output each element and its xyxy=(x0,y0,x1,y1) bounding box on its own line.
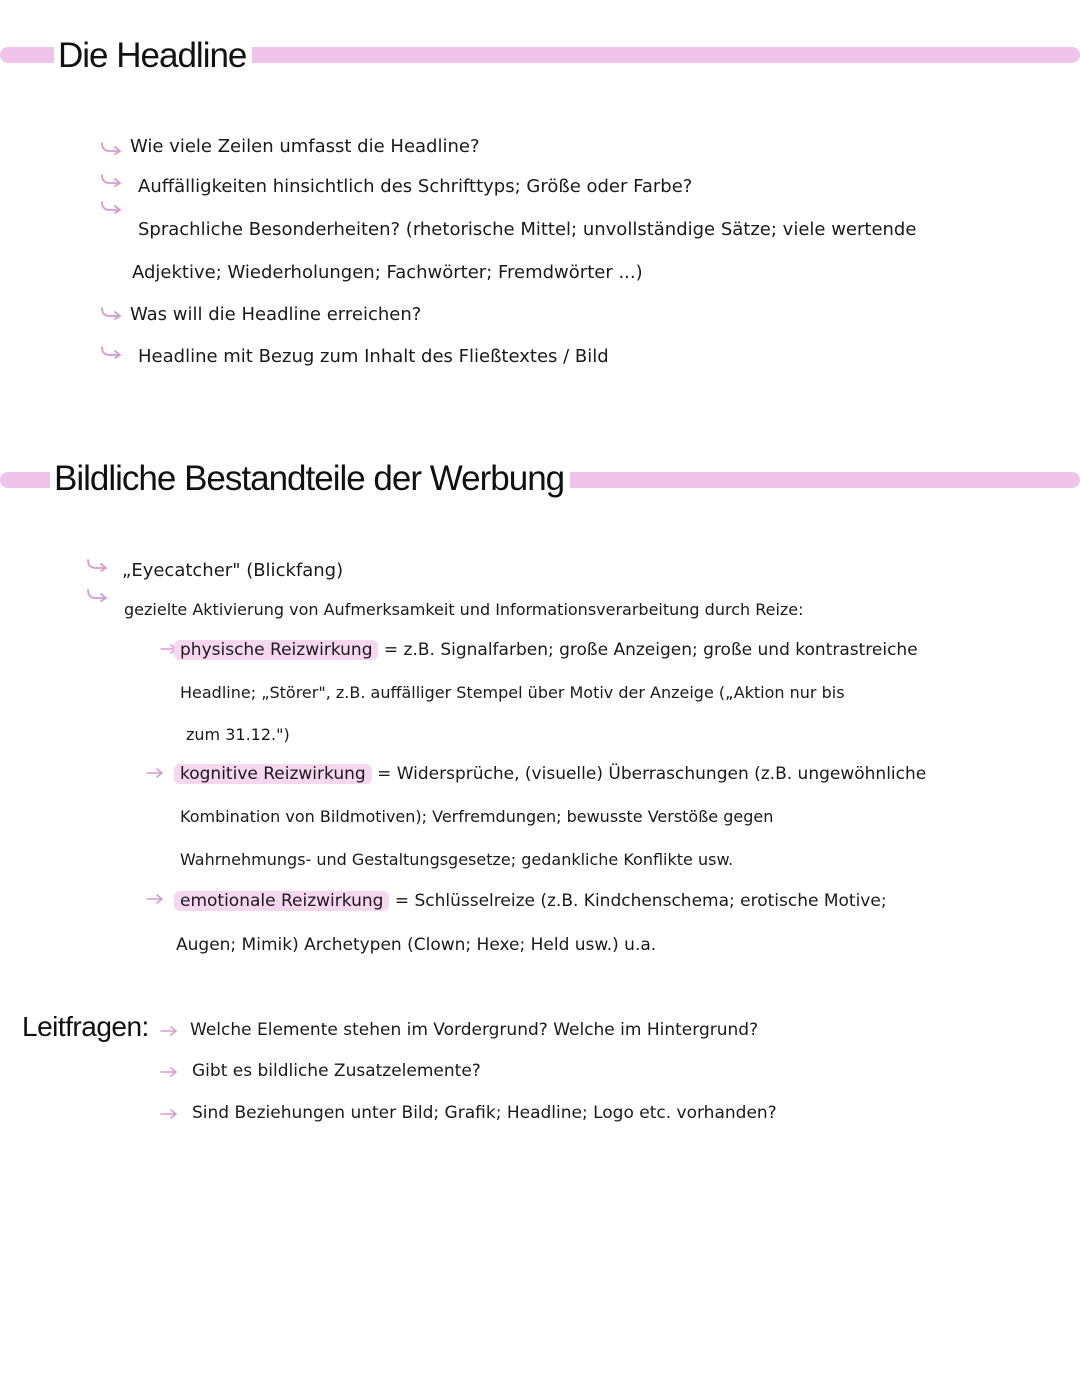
physical-stimulus-line-1 xyxy=(180,640,918,660)
arrow-right-icon xyxy=(160,1109,178,1119)
headline-question-3-cont: Adjektive; Wiederholungen; Fachwörter; Fremdwörter ...) xyxy=(132,262,643,283)
leitfrage-3: Sind Beziehungen unter Bild; Grafik; Headline; Logo etc. vorhanden? xyxy=(192,1103,777,1123)
section-title-bildliche: Bildliche Bestandteile der Werbung xyxy=(50,461,570,496)
leitfragen-label: Leitfragen: xyxy=(22,1011,149,1042)
headline-question-1: Wie viele Zeilen umfasst die Headline? xyxy=(130,136,480,157)
arrow-right-icon xyxy=(146,894,164,904)
leitfrage-2: Gibt es bildliche Zusatzelemente? xyxy=(192,1061,481,1081)
hook-arrow-icon xyxy=(86,588,108,602)
hook-arrow-icon xyxy=(86,558,108,572)
physical-stimulus-label: physische Reizwirkung xyxy=(174,640,378,660)
aktivierung-line: gezielte Aktivierung von Aufmerksamkeit und Informationsverarbeitung durch Reize: xyxy=(124,600,804,619)
arrow-right-icon xyxy=(146,768,164,778)
hook-arrow-icon xyxy=(100,173,122,187)
cognitive-stimulus-text: = Widersprüche, (visuelle) Überraschungen (z.B. ungewöhnliche xyxy=(377,764,927,784)
headline-question-2: Auffälligkeiten hinsichtlich des Schrifttyps; Größe oder Farbe? xyxy=(138,176,693,197)
cognitive-stimulus-line-1 xyxy=(180,764,926,784)
hook-arrow-icon xyxy=(100,200,122,214)
emotional-stimulus-line-1 xyxy=(180,891,887,911)
hook-arrow-icon xyxy=(100,306,122,320)
cognitive-stimulus-line-2: Kombination von Bildmotiven); Verfremdungen; bewusste Verstöße gegen xyxy=(180,807,774,826)
headline-question-3: Sprachliche Besonderheiten? (rhetorische Mittel; unvollständige Sätze; viele wertende xyxy=(138,219,917,240)
headline-question-5: Headline mit Bezug zum Inhalt des Fließtextes / Bild xyxy=(138,346,609,367)
physical-stimulus-text: = z.B. Signalfarben; große Anzeigen; große und kontrastreiche xyxy=(383,640,918,660)
leitfrage-1: Welche Elemente stehen im Vordergrund? Welche im Hintergrund? xyxy=(190,1020,759,1040)
hook-arrow-icon xyxy=(100,141,122,155)
emotional-stimulus-text: = Schlüsselreize (z.B. Kindchenschema; erotische Motive; xyxy=(394,891,887,911)
arrow-right-icon xyxy=(160,1026,178,1036)
section-title-headline: Die Headline xyxy=(54,38,252,73)
emotional-stimulus-label: emotionale Reizwirkung xyxy=(174,891,389,911)
arrow-right-icon xyxy=(160,1067,178,1077)
eyecatcher-line: „Eyecatcher" (Blickfang) xyxy=(122,560,344,581)
physical-stimulus-line-3: zum 31.12.") xyxy=(186,725,290,744)
physical-stimulus-line-2: Headline; „Störer", z.B. auffälliger Stempel über Motiv der Anzeige („Aktion nur bis xyxy=(180,683,845,702)
emotional-stimulus-line-2: Augen; Mimik) Archetypen (Clown; Hexe; Held usw.) u.a. xyxy=(176,935,657,955)
cognitive-stimulus-label: kognitive Reizwirkung xyxy=(174,764,372,784)
headline-question-4: Was will die Headline erreichen? xyxy=(130,304,422,325)
cognitive-stimulus-line-3: Wahrnehmungs- und Gestaltungsgesetze; gedankliche Konflikte usw. xyxy=(180,850,734,869)
hook-arrow-icon xyxy=(100,345,122,359)
